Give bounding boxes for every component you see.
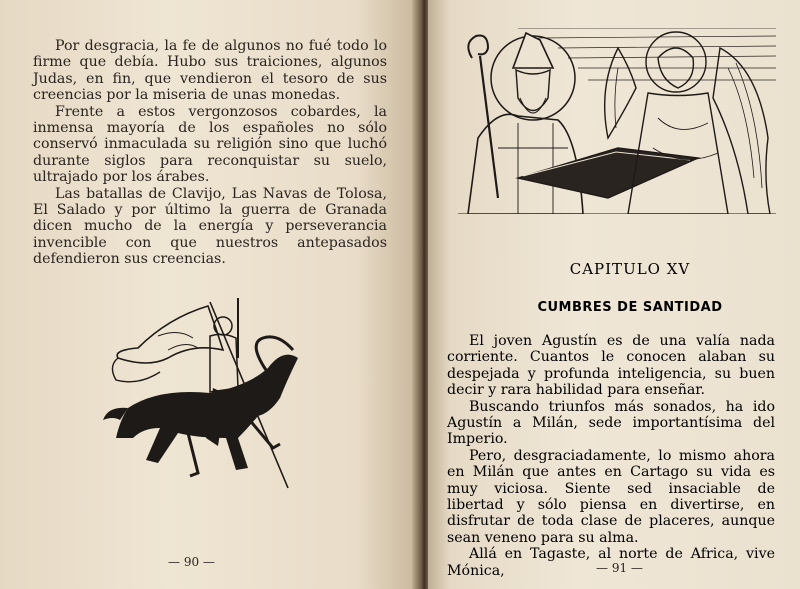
page-number: — 91 —	[596, 561, 643, 575]
page-number: — 90 —	[168, 555, 215, 569]
knight-on-horse-illustration	[98, 288, 308, 498]
right-page-text	[447, 333, 775, 579]
left-page-text	[33, 38, 387, 268]
chapter-number: CAPITULO XV	[569, 260, 691, 278]
paragraph: El joven Agustín es de una valía nada corriente. Cuantos le conocen alaban su despejada y profunda inteligencia, su buen decir y rara habilidad para enseñar.	[447, 333, 775, 399]
saint-and-angel-illustration	[458, 28, 776, 214]
chapter-title: CUMBRES DE SANTIDAD	[537, 300, 723, 315]
paragraph: Pero, desgraciadamente, lo mismo ahora en Milán que antes en Cartago su vida es muy viciosa. Siente sed insaciable de libertad y sólo piensa en divertirse, en disfrutar de toda clase de placeres, aunque sean veneno para su alma.	[447, 447, 775, 546]
paragraph: Frente a estos vergonzosos cobardes, la inmensa mayoría de los españoles no sólo conservó inmaculada su religión sino que luchó durante siglos para reconquistar su suelo, ultrajado por los árabes.	[33, 103, 387, 186]
paragraph: Allá en Tagaste, al norte de Africa, vive Mónica,	[447, 546, 775, 579]
paragraph: Buscando triunfos más sonados, ha ido Agustín a Milán, sede importantísima del Imperio.	[447, 398, 775, 448]
paragraph: Las batallas de Clavijo, Las Navas de Tolosa, El Salado y por último la guerra de Granada dicen mucho de la energía y perseverancia invencible con que nuestros antepasados defendieron sus creencias.	[33, 185, 387, 268]
paragraph: Por desgracia, la fe de algunos no fué todo lo firme que debía. Hubo sus traiciones, algunos Judas, en fin, que vendieron el tesoro de sus creencias por la miseria de unas monedas.	[33, 38, 387, 104]
